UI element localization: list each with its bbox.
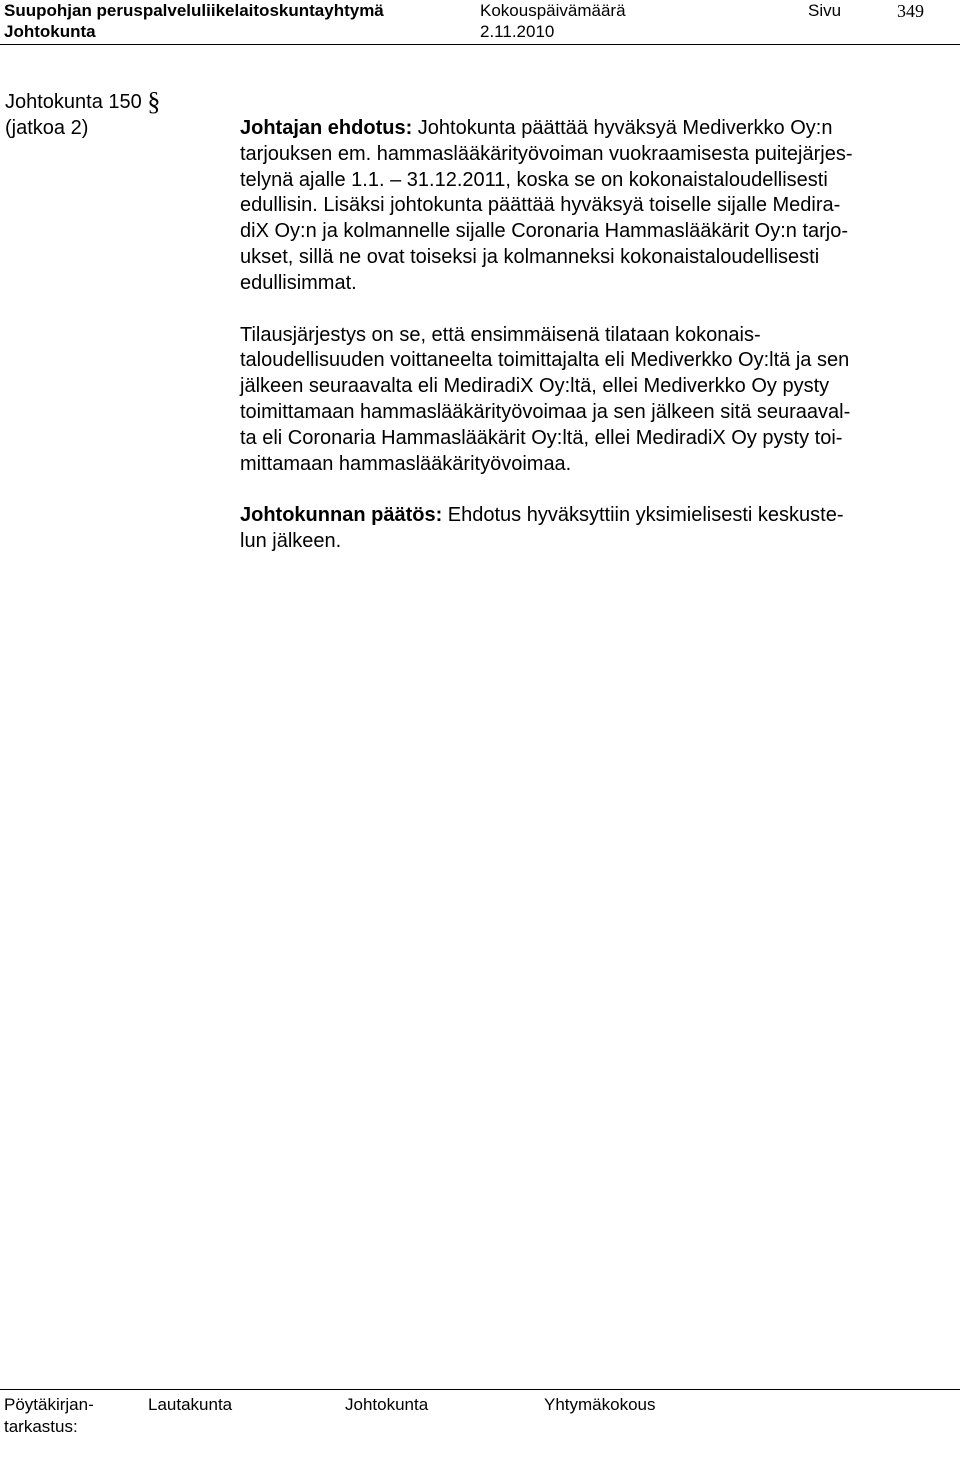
section-title [5,89,160,115]
meeting-date-label: Kokouspäivämäärä [480,1,626,20]
decision-label: Johtokunnan päätös: [240,504,443,527]
paragraph-proposal [240,116,945,297]
footer-col-lautakunta: Lautakunta [148,1395,233,1414]
review-label-line2: tarkastus: [4,1417,78,1436]
review-label-line1: Pöytäkirjan- [4,1395,94,1414]
proposal-label: Johtajan ehdotus: [240,117,413,139]
paragraph-decision [240,503,945,555]
body-name: Johtokunta [4,22,96,41]
footer-col-johtokunta: Johtokunta [345,1395,429,1414]
paragraph-order: Tilausjärjestys on se, että ensimmäisenä tilataan kokonais- taloudellisuuden voittaneelta toimittajalta eli Mediverkko Oy:ltä ja sen jälkeen seuraavalta eli MediradiX Oy:ltä, ellei Mediverkko Oy pysty toimittamaan hammaslääkärityövoimaa ja sen jälkeen sitä seuraaval- ta eli Coronaria Hammaslääkärit Oy:ltä, ellei MediradiX Oy pysty toi- mittamaan hammaslääkärityövoimaa. [240,323,851,475]
page-label: Sivu [808,1,842,20]
organization-name: Suupohjan peruspalveluliikelaitoskuntayhtymä [4,1,384,20]
proposal-text: Johtokunta päättää hyväksyä Mediverkko Oy:n tarjouksen em. hammaslääkärityövoiman vuokraamisesta puitejärjes- telynä ajalle 1.1. – 31.12.2011, koska se on kokonaistaloudellisesti edullisin. Lisäksi johtokunta päättää hyväksyä toiselle sijalle Medira- diX Oy:n ja kolmannelle sijalle Coronaria Hammaslääkärit Oy:n tarjo- ukset, sillä ne ovat toiseksi ja kolmanneksi kokonaistaloudellisesti edullisimmat. [240,117,853,294]
decision-text: Ehdotus hyväksyttiin yksimielisesti keskuste- lun jälkeen. [240,504,844,553]
meeting-date: 2.11.2010 [480,22,555,41]
footer-rule [0,1389,960,1390]
header-rule [0,44,960,45]
section-sign: § [147,87,161,116]
main-content [240,116,945,555]
section-title-text: Johtokunta 150 [5,91,142,113]
section-continuation: (jatkoa 2) [5,117,89,139]
footer-col-yhtymakokous: Yhtymäkokous [544,1395,656,1414]
page-number: 349 [897,1,924,21]
